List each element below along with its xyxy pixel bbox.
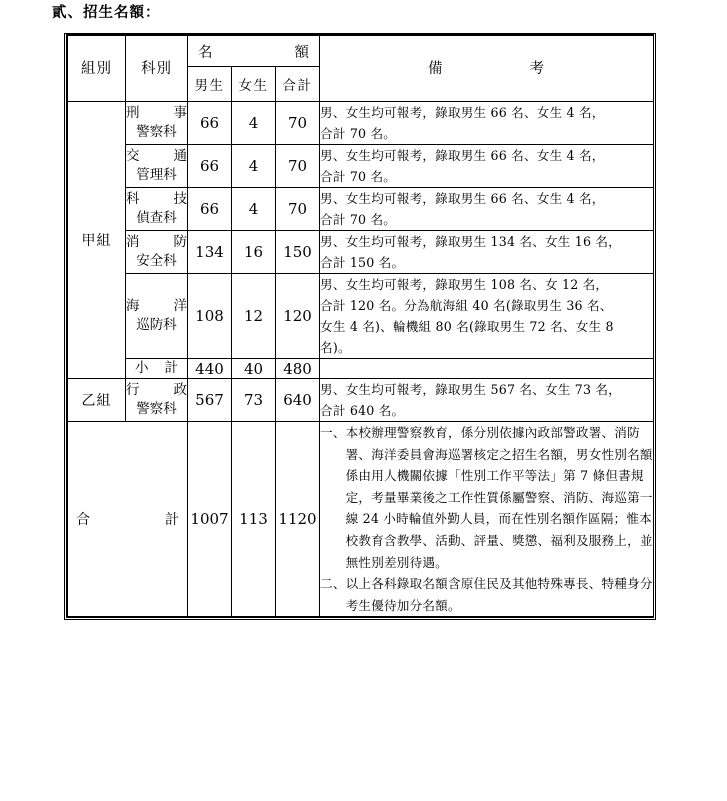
remark-line: 名)。 [320, 340, 351, 355]
dept-name [126, 274, 188, 359]
dept-char: 政 [173, 382, 187, 398]
table-row [68, 188, 654, 231]
subtotal-char: 小 [135, 360, 149, 376]
note-item [320, 422, 653, 573]
table-header-row-1 [68, 36, 654, 67]
cell-total: 150 [276, 231, 320, 274]
note-line: 本校辦理警察教育，係分別依據內政部警政署、 [345, 425, 615, 440]
note-body [346, 422, 653, 573]
admission-quota-table-wrapper [64, 33, 656, 620]
header-female: 女生 [232, 67, 276, 102]
dept-char: 行 [126, 382, 140, 398]
cell-male: 567 [188, 379, 232, 422]
dept-char: 海 [126, 298, 140, 314]
dept-name [126, 102, 188, 145]
admission-quota-table [67, 35, 654, 617]
subtotal-label [126, 359, 188, 379]
remark-line: 男、女生均可報考，錄取男生 66 名、女生 4 名， [320, 105, 605, 120]
table-row-grand-total [68, 422, 654, 617]
page-title: 貳、招生名額： [52, 4, 161, 21]
table-row [68, 231, 654, 274]
dept-char: 防 [173, 234, 187, 250]
table-row [68, 379, 654, 422]
cell-remark [320, 145, 654, 188]
cell-female: 73 [232, 379, 276, 422]
remark-line: 男、女生均可報考，錄取男生 567 名、女生 73 名， [320, 382, 621, 397]
dept-char: 通 [173, 148, 187, 164]
remark-line: 合計 120 名。分為航海組 40 名(錄取男生 36 名、 [320, 298, 613, 313]
dept-char: 交 [126, 148, 140, 164]
remark-line: 合計 70 名。 [320, 169, 397, 184]
cell-total: 1120 [276, 422, 320, 617]
cell-total: 70 [276, 102, 320, 145]
remark-line: 女生 4 名)、輪機組 80 名(錄取男生 72 名、女生 8 [320, 319, 614, 334]
header-group: 組別 [68, 36, 126, 102]
dept-name [126, 231, 188, 274]
cell-female: 12 [232, 274, 276, 359]
subtotal-char: 計 [164, 360, 178, 376]
remark-line: 合計 150 名。 [320, 255, 405, 270]
grand-total-label [68, 422, 188, 617]
cell-remark [320, 231, 654, 274]
dept-line2: 巡防科 [136, 317, 177, 333]
dept-char: 刑 [126, 105, 140, 121]
header-quota-char-2: 額 [294, 44, 310, 61]
cell-male: 108 [188, 274, 232, 359]
dept-name [126, 188, 188, 231]
remark-line: 男、女生均可報考，錄取男生 66 名、女生 4 名， [320, 148, 605, 163]
cell-female: 40 [232, 359, 276, 379]
header-quota [188, 36, 320, 67]
table-row [68, 274, 654, 359]
remark-line: 男、女生均可報考，錄取男生 66 名、女生 4 名， [320, 191, 605, 206]
note-line: 教學、活動、評量、獎懲、福利及服務上，並 [396, 532, 653, 548]
note-line: 無性別差別待遇。 [345, 554, 448, 570]
cell-total: 640 [276, 379, 320, 422]
remark-line: 男、女生均可報考，錄取男生 134 名、女生 16 名， [320, 234, 621, 249]
note-line: 男女性別名額係由用人機關依據「性別工作平 [345, 446, 653, 484]
cell-female: 4 [232, 102, 276, 145]
note-line: 質係屬警察、消防、海巡第一線 24 小時輪值外 [345, 489, 653, 527]
header-male: 男生 [188, 67, 232, 102]
remark-line: 合計 640 名。 [320, 403, 405, 418]
dept-char: 科 [126, 191, 140, 207]
cell-total: 70 [276, 145, 320, 188]
note-marker: 二、 [320, 576, 346, 592]
remark-line: 合計 70 名。 [320, 126, 397, 141]
dept-name [126, 379, 188, 422]
cell-total: 480 [276, 359, 320, 379]
group-label-yi: 乙組 [68, 379, 126, 422]
table-row [68, 145, 654, 188]
note-body [346, 573, 653, 616]
cell-remark [320, 102, 654, 145]
cell-male: 66 [188, 145, 232, 188]
header-dept: 科別 [126, 36, 188, 102]
table-row [68, 102, 654, 145]
header-total: 合計 [276, 67, 320, 102]
grand-total-char: 合 [76, 512, 90, 529]
dept-char: 消 [126, 234, 140, 250]
header-remark-char-2: 考 [529, 60, 546, 77]
grand-total-notes [320, 422, 654, 617]
dept-line2: 偵查科 [136, 210, 177, 226]
grand-total-char: 計 [165, 512, 179, 529]
cell-total: 70 [276, 188, 320, 231]
dept-char: 洋 [173, 298, 187, 314]
dept-line2: 警察科 [136, 124, 177, 140]
note-item [320, 573, 653, 616]
dept-line2: 管理科 [136, 167, 177, 183]
note-line: 特種身分考生優待加分名額。 [345, 576, 653, 613]
cell-male: 440 [188, 359, 232, 379]
note-line: 勤人員，而在性別名額作區隔；惟本校教育含 [345, 511, 652, 548]
cell-remark [320, 359, 654, 379]
remark-line: 男、女生均可報考，錄取男生 108 名、女 12 名， [320, 277, 609, 292]
dept-name [126, 145, 188, 188]
header-remark-char-1: 備 [428, 60, 444, 77]
cell-male: 66 [188, 102, 232, 145]
note-marker: 一、 [320, 425, 346, 440]
dept-char: 技 [173, 191, 187, 207]
dept-line2: 警察科 [136, 401, 177, 417]
header-remark [320, 36, 654, 102]
cell-total: 120 [276, 274, 320, 359]
remark-line: 合計 70 名。 [320, 212, 397, 227]
cell-female: 4 [232, 188, 276, 231]
dept-line2: 安全科 [136, 253, 177, 269]
cell-remark [320, 274, 654, 359]
table-row-subtotal [68, 359, 654, 379]
header-quota-char-1: 名 [198, 44, 213, 61]
note-line: 以上各科錄取名額含原住民及其他特殊專長、 [345, 576, 602, 592]
group-label-jia: 甲組 [68, 102, 126, 379]
cell-female: 4 [232, 145, 276, 188]
dept-char: 事 [173, 105, 187, 121]
cell-male: 66 [188, 188, 232, 231]
note-line: 消防署、海洋委員會海巡署核定之招生名額， [345, 425, 640, 462]
cell-male: 134 [188, 231, 232, 274]
cell-female: 16 [232, 231, 276, 274]
cell-female: 113 [232, 422, 276, 617]
cell-male: 1007 [188, 422, 232, 617]
cell-remark [320, 188, 654, 231]
note-line: 等法」第 7 條但書規定，考量畢業後之工作性 [345, 468, 644, 505]
cell-remark [320, 379, 654, 422]
